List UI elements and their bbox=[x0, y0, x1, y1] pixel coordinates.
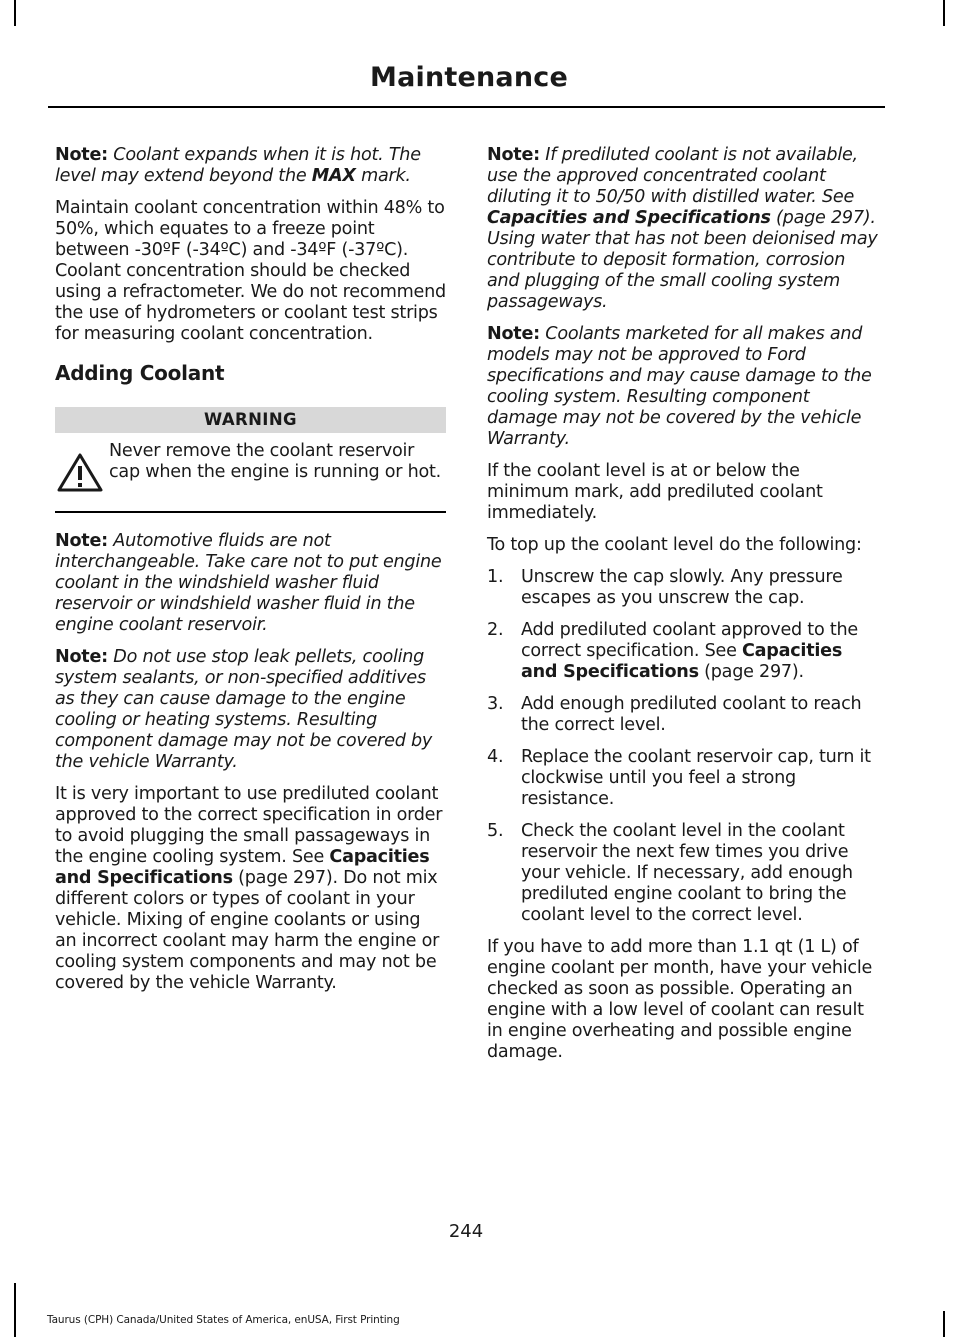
page-title: Maintenance bbox=[370, 62, 568, 93]
capacities-link[interactable]: Capacities and Specifications bbox=[55, 847, 430, 888]
crop-mark-bottom-left bbox=[14, 1283, 16, 1337]
coolant-concentration-paragraph: Maintain coolant concentration within 48% to 50%, which equates to a freeze point between -30ºF (-34ºC) and -34ºF (-37ºC). Coolant concentration should be checked using a refractometer. We do not recommend the use of hydrometers or coolant test strips for measuring coolant concentration. bbox=[55, 198, 446, 344]
prediluted-coolant-paragraph: It is very important to use prediluted coolant approved to the correct specification in order to avoid plugging the small passageways in the engine cooling system. See Capacities and Specifications (page 297). Do not mix different colors or types of coolant in your vehicle. Mixing of engine coolants or using an incorrect coolant may harm the engine or cooling system components and may not be covered by the vehicle Warranty. bbox=[55, 784, 443, 993]
excess-coolant-paragraph: If you have to add more than 1.1 qt (1 L) of engine coolant per month, have your vehicle checked as soon as possible. Operating an engine with a low level of coolant can result in engine overheating and possible engine damage. bbox=[487, 937, 873, 1062]
page-number: 244 bbox=[448, 1221, 484, 1242]
list-item: 2. Add prediluted coolant approved to the correct specification. See Capacities and Specifications (page 297). bbox=[487, 620, 858, 682]
list-item: 1. Unscrew the cap slowly. Any pressure escapes as you unscrew the cap. bbox=[487, 567, 843, 608]
right-column bbox=[487, 145, 879, 1074]
note-prediluted-unavailable: Note: If prediluted coolant is not available, use the approved concentrated coolant diluting it to 50/50 with distilled water. See Capacities and Specifications (page 297). Using water that has not been deionised may contribute to deposit formation, corrosion and plugging of the small cooling system passageways. bbox=[487, 145, 878, 312]
note-coolant-expands: Note: Coolant expands when it is hot. The level may extend beyond the MAX mark. bbox=[55, 145, 421, 186]
crop-mark-bottom-right bbox=[943, 1311, 945, 1337]
left-column bbox=[55, 145, 446, 1005]
crop-mark-top-right bbox=[943, 0, 945, 26]
warning-body bbox=[55, 433, 446, 513]
section-heading-adding-coolant: Adding Coolant bbox=[55, 361, 225, 385]
note-fluids-not-interchangeable: Note: Automotive fluids are not interchangeable. Take care not to put engine coolant in the windshield washer fluid reservoir or windshield washer fluid in the engine coolant reservoir. bbox=[55, 531, 442, 635]
capacities-link[interactable]: Capacities and Specifications bbox=[487, 208, 771, 228]
warning-text: Never remove the coolant reservoir cap when the engine is running or hot. bbox=[109, 441, 442, 482]
footer-text: Taurus (CPH) Canada/United States of America, enUSA, First Printing bbox=[47, 1314, 400, 1326]
note-stop-leak: Note: Do not use stop leak pellets, cooling system sealants, or non-specified additives as they can cause damage to the engine cooling or heating systems. Resulting component damage may not be covered by the vehicle Warranty. bbox=[55, 647, 433, 772]
warning-box bbox=[55, 407, 446, 513]
warning-triangle-icon bbox=[55, 443, 105, 499]
warning-title: WARNING bbox=[55, 407, 446, 433]
capacities-link[interactable]: Capacities and Specifications bbox=[521, 641, 843, 682]
list-item: 3. Add enough prediluted coolant to reach the correct level. bbox=[487, 694, 862, 735]
note-coolants-marketed: Note: Coolants marketed for all makes and models may not be approved to Ford specifications and may cause damage to the cooling system. Resulting component damage may not be covered by the vehicle Warranty. bbox=[487, 324, 872, 449]
crop-mark-top-left bbox=[14, 0, 16, 26]
list-item: 4. Replace the coolant reservoir cap, turn it clockwise until you feel a strong resistance. bbox=[487, 747, 871, 809]
header-divider bbox=[48, 106, 885, 108]
top-up-steps bbox=[487, 567, 879, 926]
list-item: 5. Check the coolant level in the coolant reservoir the next few times you drive your vehicle. If necessary, add enough prediluted engine coolant to bring the coolant level to the correct level. bbox=[487, 821, 853, 925]
top-up-intro: To top up the coolant level do the following: bbox=[487, 535, 862, 555]
coolant-level-paragraph: If the coolant level is at or below the minimum mark, add prediluted coolant immediately. bbox=[487, 461, 823, 523]
